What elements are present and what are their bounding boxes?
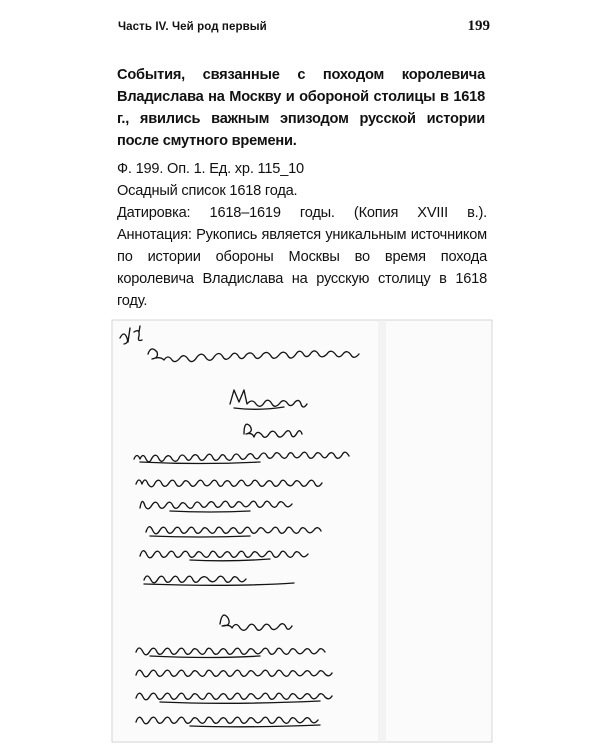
- running-title: Часть IV. Чей род первый: [118, 21, 267, 33]
- lead-paragraph: События, связанные с походом королевича Владислава на Москву и обороной столицы в 1618 г., явились важным эпизодом русской истории после смутного времени.: [117, 67, 485, 149]
- manuscript-facsimile: [110, 318, 494, 744]
- running-head: [118, 18, 490, 38]
- archive-reference: Ф. 199. Оп. 1. Ед. хр. 115_10: [117, 161, 304, 177]
- document-title: Осадный список 1618 года.: [117, 183, 298, 199]
- manuscript-handwriting-image: [110, 318, 494, 744]
- page-number: 199: [467, 18, 490, 34]
- document-annotation: Датировка: 1618–1619 годы. (Копия XVIII в.). Аннотация: Рукопись является уникальным источником по истории обороны Москвы во время похода королевича Владислава на русскую столицу в 1618 году.: [117, 205, 487, 309]
- archive-entry: [117, 158, 487, 312]
